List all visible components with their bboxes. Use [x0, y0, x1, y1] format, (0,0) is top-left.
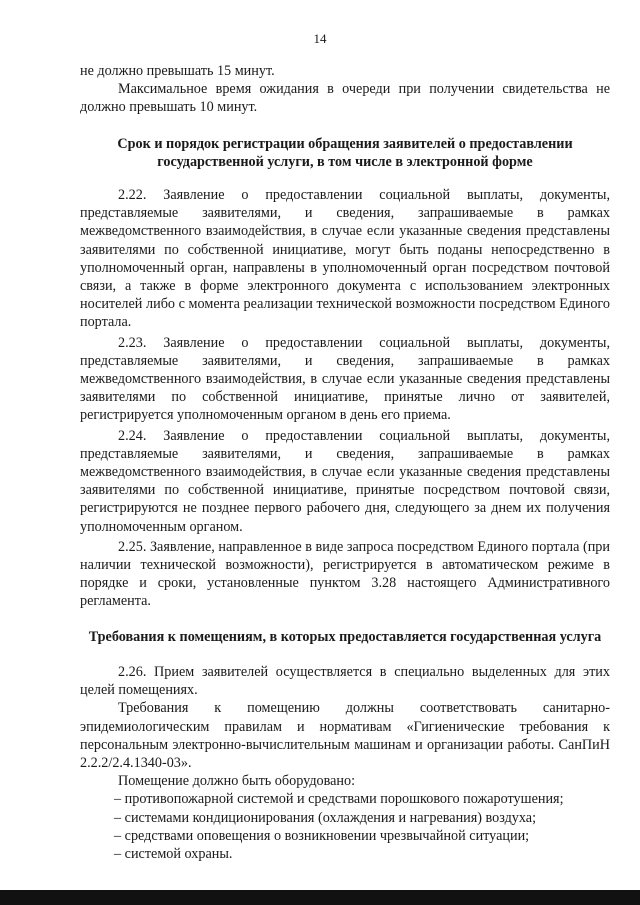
page-number: 14 [313, 31, 327, 46]
intro-line: не должно превышать 15 минут. [80, 63, 275, 79]
intro-paragraph: Максимальное время ожидания в очереди при получении свидетельства не должно превышать 10 минут. [80, 81, 610, 116]
list-item: – системой охраны. [114, 845, 233, 862]
paragraph-2-24: 2.24. Заявление о предоставлении социальной выплаты, документы, представляемые заявителями, и сведения, запрашиваемые в рамках межведомственного взаимодействия, в случае если указанные сведения представлены заявителями по собственной инициативе, принятые посредством почтовой связи, регистрируются не позднее первого рабочего дня, следующего за днем их получения уполномоченным органом. [80, 427, 610, 535]
paragraph-requirements: Требования к помещению должны соответствовать санитарно-эпидемиологическим правилам и нормативам «Гигиенические требования к персональным электронно-вычислительным машинам и организации работы. СанПиН 2.2.2/2.4.1340-03». [80, 700, 610, 771]
list-item: – средствами оповещения о возникновении чрезвычайной ситуации; [114, 827, 530, 844]
section-heading-registration: Срок и порядок регистрации обращения заявителей о предоставлении государственной услуги, в том числе в электронной форме [117, 135, 573, 170]
paragraph-2-26: 2.26. Прием заявителей осуществляется в специально выделенных для этих целей помещениях. [80, 663, 610, 699]
paragraph-2-23: 2.23. Заявление о предоставлении социальной выплаты, документы, представляемые заявителями, и сведения, запрашиваемые в рамках межведомственного взаимодействия, в случае если указанные сведения представлены заявителями по собственной инициативе, принятые лично от заявителей, регистрируется уполномоченным органом в день его приема. [80, 334, 610, 424]
list-item: – системами кондиционирования (охлаждения и нагревания) воздуха; [114, 809, 537, 826]
equipment-list [80, 790, 610, 863]
list-item: – противопожарной системой и средствами порошкового пожаротушения; [114, 791, 564, 808]
paragraph-2-22: 2.22. Заявление о предоставлении социальной выплаты, документы, представляемые заявителями, и сведения, запрашиваемые в рамках межведомственного взаимодействия, в случае если указанные сведения представлены заявителями по собственной инициативе, могут быть поданы непосредственно в уполномоченный орган, направлены в уполномоченный орган посредством почтовой связи, а также в форме электронного документа с использованием электронных носителей либо с момента реализации технической возможности посредством Единого портала. [80, 187, 610, 331]
section-heading-premises: Требования к помещениям, в которых предоставляется государственная услуга [88, 628, 602, 645]
paragraph-2-25: 2.25. Заявление, направленное в виде запроса посредством Единого портала (при наличии технической возможности), регистрируется в автоматическом режиме в порядке и сроки, установленные пунктом 3.28 настоящего Административного регламента. [80, 538, 610, 610]
document-body [80, 62, 610, 863]
paragraph-equipment-intro: Помещение должно быть оборудовано: [118, 773, 356, 790]
scan-bottom-edge [0, 890, 640, 905]
